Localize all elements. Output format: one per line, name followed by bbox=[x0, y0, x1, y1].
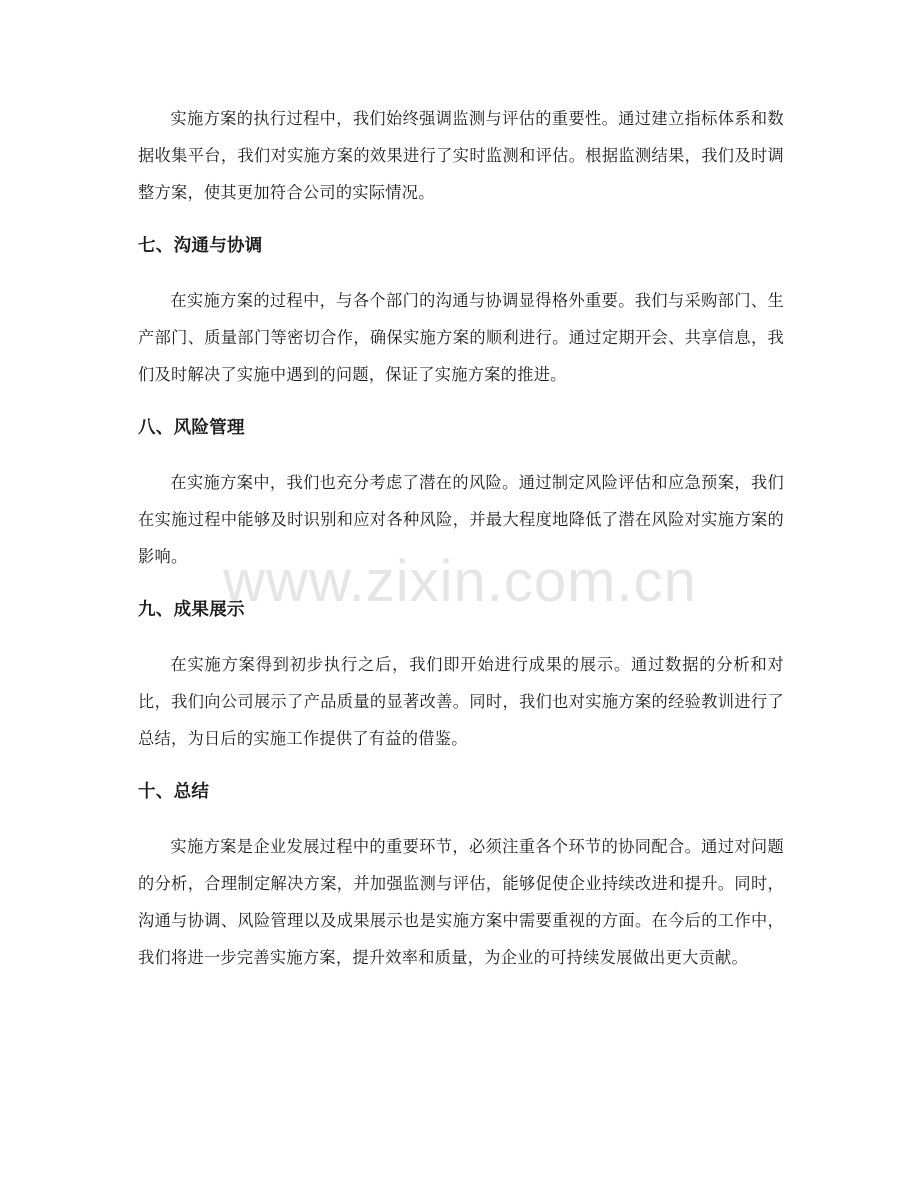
section-heading-summary: 十、总结 bbox=[138, 782, 210, 802]
section-heading-results: 九、成果展示 bbox=[138, 600, 245, 620]
section-heading-communication: 七、沟通与协调 bbox=[138, 236, 263, 256]
spacer bbox=[138, 757, 784, 774]
section-paragraph-results: 在实施方案得到初步执行之后，我们即开始进行成果的展示。通过数据的分析和对比，我们向公司展示了产品质量的显著改善。同时，我们也对实施方案的经验教训进行了总结，为日后的实施工作提供了有益的借鉴。 bbox=[138, 655, 784, 748]
spacer bbox=[138, 393, 784, 410]
section-paragraph-communication: 在实施方案的过程中，与各个部门的沟通与协调显得格外重要。我们与采购部门、生产部门、质量部门等密切合作，确保实施方案的顺利进行。通过定期开会、共享信息，我们及时解决了实施中遇到的问题，保证了实施方案的推进。 bbox=[138, 291, 784, 384]
spacer bbox=[138, 811, 784, 828]
watermark-text: www.zixin.com.cn bbox=[223, 549, 697, 614]
spacer bbox=[138, 447, 784, 464]
section-paragraph-risk: 在实施方案中，我们也充分考虑了潜在的风险。通过制定风险评估和应急预案，我们在实施过程中能够及时识别和应对各种风险，并最大程度地降低了潜在风险对实施方案的影响。 bbox=[138, 473, 784, 566]
spacer bbox=[138, 575, 784, 592]
spacer bbox=[138, 265, 784, 282]
document-body bbox=[138, 100, 784, 976]
intro-paragraph: 实施方案的执行过程中，我们始终强调监测与评估的重要性。通过建立指标体系和数据收集平台，我们对实施方案的效果进行了实时监测和评估。根据监测结果，我们及时调整方案，使其更加符合公司的实际情况。 bbox=[138, 109, 784, 202]
spacer bbox=[138, 211, 784, 228]
section-heading-risk: 八、风险管理 bbox=[138, 418, 245, 438]
section-paragraph-summary: 实施方案是企业发展过程中的重要环节，必须注重各个环节的协同配合。通过对问题的分析，合理制定解决方案，并加强监测与评估，能够促使企业持续改进和提升。同时，沟通与协调、风险管理以及成果展示也是实施方案中需要重视的方面。在今后的工作中，我们将进一步完善实施方案，提升效率和质量，为企业的可持续发展做出更大贡献。 bbox=[138, 837, 784, 967]
spacer bbox=[138, 629, 784, 646]
